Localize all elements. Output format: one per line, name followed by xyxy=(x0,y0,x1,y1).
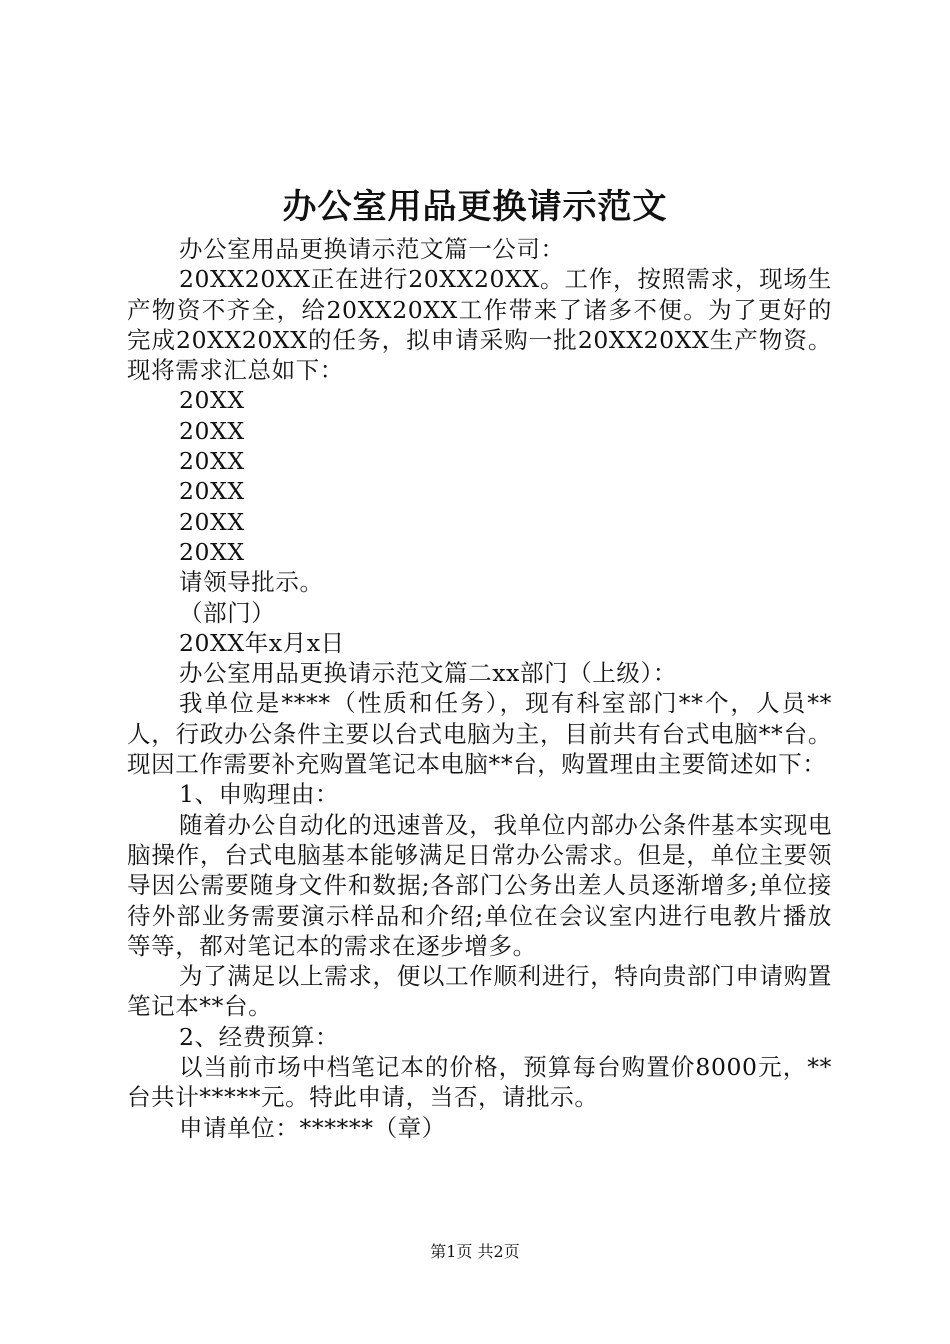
paragraph: 20XX xyxy=(179,386,245,415)
document-title: 办公室用品更换请示范文 xyxy=(282,187,668,227)
paragraph: 以当前市场中档笔记本的价格，预算每台购置价8000元，**台共计*****元。特此申请，当否，请批示。 xyxy=(127,1053,832,1112)
paragraph: 20XX xyxy=(179,507,245,536)
paragraph: 申请单位：******（章） xyxy=(179,1113,446,1142)
paragraph: 20XX xyxy=(179,477,245,506)
paragraph: 20XX xyxy=(179,537,245,566)
paragraph: 为了满足以上需求，便以工作顺利进行，特向贵部门申请购置笔记本**台。 xyxy=(127,962,832,1021)
paragraph: 我单位是****（性质和任务），现有科室部门**个，人员**人，行政办公条件主要以台式电脑为主，目前共有台式电脑**台。现因工作需要补充购置笔记本电脑**台，购置理由主要简述如下： xyxy=(127,689,832,779)
paragraph: 办公室用品更换请示范文篇二xx部门（上级）： xyxy=(179,659,677,688)
document-body xyxy=(127,234,832,1143)
paragraph: 1、申购理由： xyxy=(179,780,340,809)
paragraph: 随着办公自动化的迅速普及，我单位内部办公条件基本实现电脑操作，台式电脑基本能够满足日常办公需求。但是，单位主要领导因公需要随身文件和数据;各部门公务出差人员逐渐增多;单位接待外部业务需要演示样品和介绍;单位在会议室内进行电教片播放等等，都对笔记本的需求在逐步增多。 xyxy=(127,810,832,960)
paragraph: 2、经费预算： xyxy=(179,1022,340,1051)
paragraph: 20XX xyxy=(179,447,245,476)
paragraph: 20XX xyxy=(179,416,245,445)
paragraph: 20XX年x月x日 xyxy=(179,628,345,657)
paragraph: 20XX20XX正在进行20XX20XX。工作，按照需求，现场生产物资不齐全，给20XX20XX工作带来了诸多不便。为了更好的完成20XX20XX的任务，拟申请采购一批20XX20XX生产物资。现将需求汇总如下： xyxy=(127,265,832,385)
paragraph: 请领导批示。 xyxy=(179,568,324,597)
paragraph: （部门） xyxy=(179,598,276,627)
paragraph: 办公室用品更换请示范文篇一公司： xyxy=(179,235,565,263)
page-footer: 第1页 共2页 xyxy=(430,1242,520,1261)
